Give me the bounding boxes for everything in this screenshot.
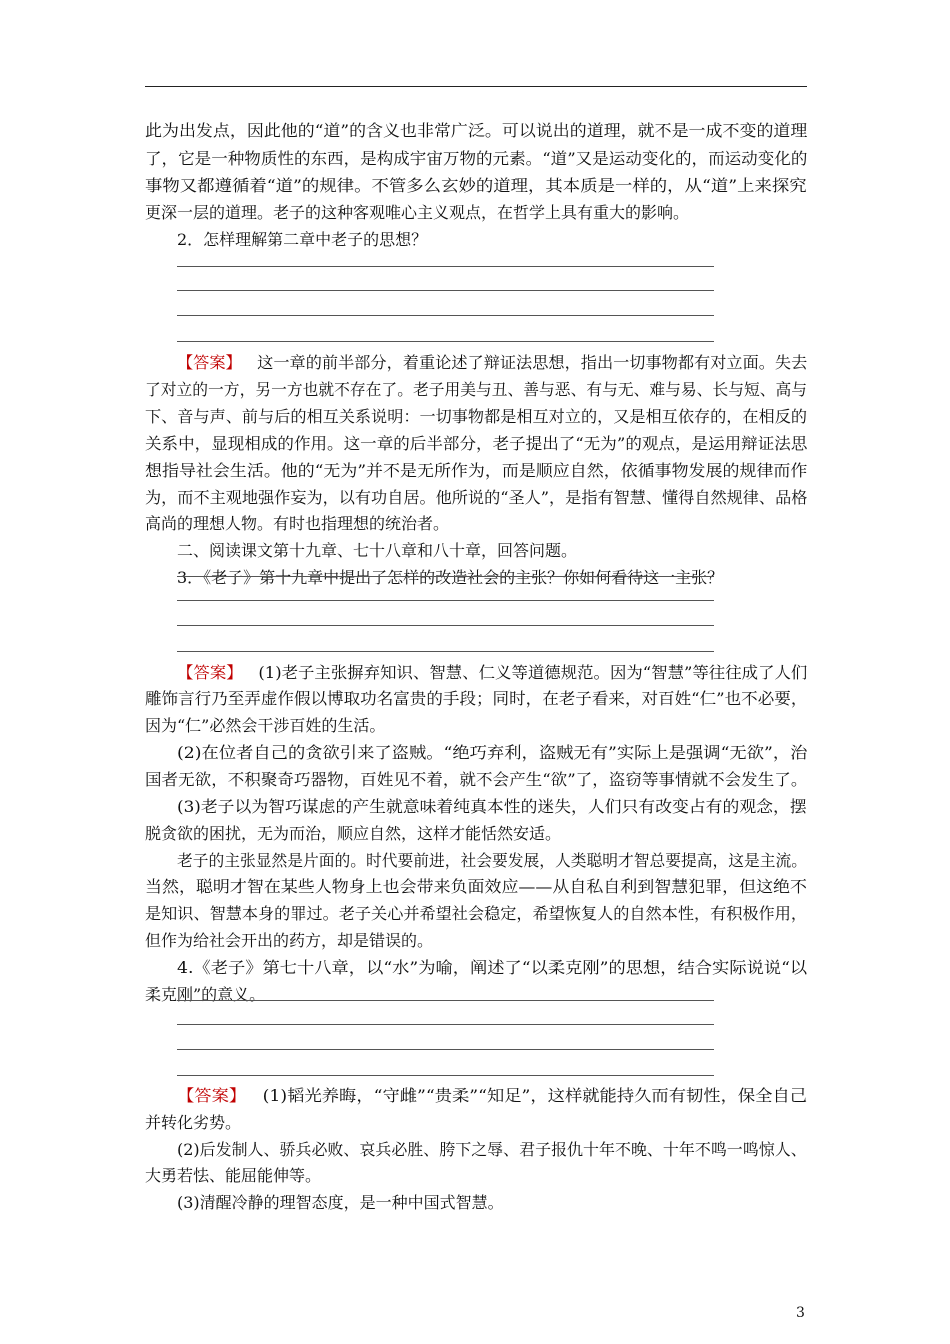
answer-2-first-line: 【答案】 这一章的前半部分，着重论述了辩证法思想，指出一切事物都有对立面。失去 xyxy=(177,353,808,372)
answer-blank-line xyxy=(177,1075,714,1076)
text-line: 雕饰言行乃至弄虚作假以博取功名富贵的手段；同时，在老子看来，对百姓“仁”也不必要， xyxy=(145,689,808,708)
answer-blank-line xyxy=(177,600,714,601)
text-line: 事物又都遵循着“道”的规律。不管多么玄妙的道理，其本质是一样的，从“道”上来探究 xyxy=(145,176,807,195)
text-line: 国者无欲，不积聚奇巧器物，百姓见不着，就不会产生“欲”了，盗窃等事情就不会发生了。 xyxy=(145,770,808,789)
text-line: 大勇若怯、能屈能伸等。 xyxy=(145,1166,322,1185)
text-line: 为，而不主观地强作妄为，以有功自居。他所说的“圣人”，是指有智慧、懂得自然规律、品格 xyxy=(145,488,808,507)
text-line: (3)清醒冷静的理智态度，是一种中国式智慧。 xyxy=(177,1193,504,1212)
text-line: 更深一层的道理。老子的这种客观唯心主义观点，在哲学上具有重大的影响。 xyxy=(145,203,690,222)
text-line: 下、音与声、前与后的相互关系说明：一切事物都是相互对立的，又是相互依存的，在相反的 xyxy=(145,407,808,426)
answer-4-first-line: 【答案】 (1)韬光养晦，“守雌”“贵柔”“知足”，这样就能持久而有韧性，保全自己 xyxy=(177,1086,808,1105)
answer-blank-line xyxy=(177,290,714,291)
answer-label: 【答案】 xyxy=(177,1086,247,1105)
text-line: (3)老子以为智巧谋虑的产生就意味着纯真本性的迷失，人们只有改变占有的观念，摆 xyxy=(177,797,807,816)
answer-blank-line xyxy=(177,576,714,577)
text-line: 脱贪欲的困扰，无为而治，顺应自然，这样才能恬然安适。 xyxy=(145,824,562,843)
answer-blank-line xyxy=(177,341,714,342)
question-4: 4.《老子》第七十八章，以“水”为喻，阐述了“以柔克刚”的思想，结合实际说说“以 xyxy=(177,958,808,977)
page-number: 3 xyxy=(796,1305,805,1321)
question-3: 3．《老子》第十九章中提出了怎样的改造社会的主张？你如何看待这一主张？ xyxy=(177,568,724,587)
text-line: 想指导社会生活。他的“无为”并不是无所作为，而是顺应自然，依循事物发展的规律而作 xyxy=(145,461,808,480)
section-heading: 二、阅读课文第十九章、七十八章和八十章，回答问题。 xyxy=(177,541,578,560)
text-line: 此为出发点，因此他的“道”的含义也非常广泛。可以说出的道理，就不是一成不变的道理 xyxy=(145,121,808,140)
answer-blank-line xyxy=(177,266,714,267)
text-line: 并转化劣势。 xyxy=(145,1113,242,1132)
answer-blank-line xyxy=(177,315,714,316)
text-line: (2)后发制人、骄兵必败、哀兵必胜、胯下之辱、君子报仇十年不晚、十年不鸣一鸣惊人、 xyxy=(177,1140,807,1159)
text-line: (2)在位者自己的贪欲引来了盗贼。“绝巧弃利，盗贼无有”实际上是强调“无欲”，治 xyxy=(177,743,808,762)
text-line: 高尚的理想人物。有时也指理想的统治者。 xyxy=(145,514,450,533)
text-line: 关系中，显现相成的作用。这一章的后半部分，老子提出了“无为”的观点，是运用辩证法思 xyxy=(145,434,808,453)
text-line: 了，它是一种物质性的东西，是构成宇宙万物的元素。“道”又是运动变化的，而运动变化的 xyxy=(145,149,808,168)
text-line: 当然，聪明才智在某些人物身上也会带来负面效应——从自私自利到智慧犯罪，但这绝不 xyxy=(145,877,808,896)
answer-label: 【答案】 xyxy=(177,353,242,372)
answer-label: 【答案】 xyxy=(177,663,243,682)
text-line: 柔克刚”的意义。 xyxy=(145,985,266,1004)
answer-blank-line xyxy=(177,1000,714,1001)
text-line: 老子的主张显然是片面的。时代要前进，社会要发展，人类聪明才智总要提高，这是主流。 xyxy=(177,851,808,870)
answer-blank-line xyxy=(177,625,714,626)
question-2: 2．怎样理解第二章中老子的思想？ xyxy=(177,230,428,249)
text-line: 了对立的一方，另一方也就不存在了。老子用美与丑、善与恶、有与无、难与易、长与短、高与 xyxy=(145,380,808,399)
answer-3-first-line: 【答案】 (1)老子主张摒弃知识、智慧、仁义等道德规范。因为“智慧”等往往成了人们 xyxy=(177,663,808,682)
answer-blank-line xyxy=(177,1049,714,1050)
answer-blank-line xyxy=(177,1024,714,1025)
header-rule xyxy=(145,86,807,87)
answer-blank-line xyxy=(177,651,714,652)
text-line: 是知识、智慧本身的罪过。老子关心并希望社会稳定，希望恢复人的自然本性，有积极作用， xyxy=(145,904,808,923)
text-line: 但作为给社会开出的药方，却是错误的。 xyxy=(145,931,434,950)
text-line: 因为“仁”必然会干涉百姓的生活。 xyxy=(145,716,386,735)
